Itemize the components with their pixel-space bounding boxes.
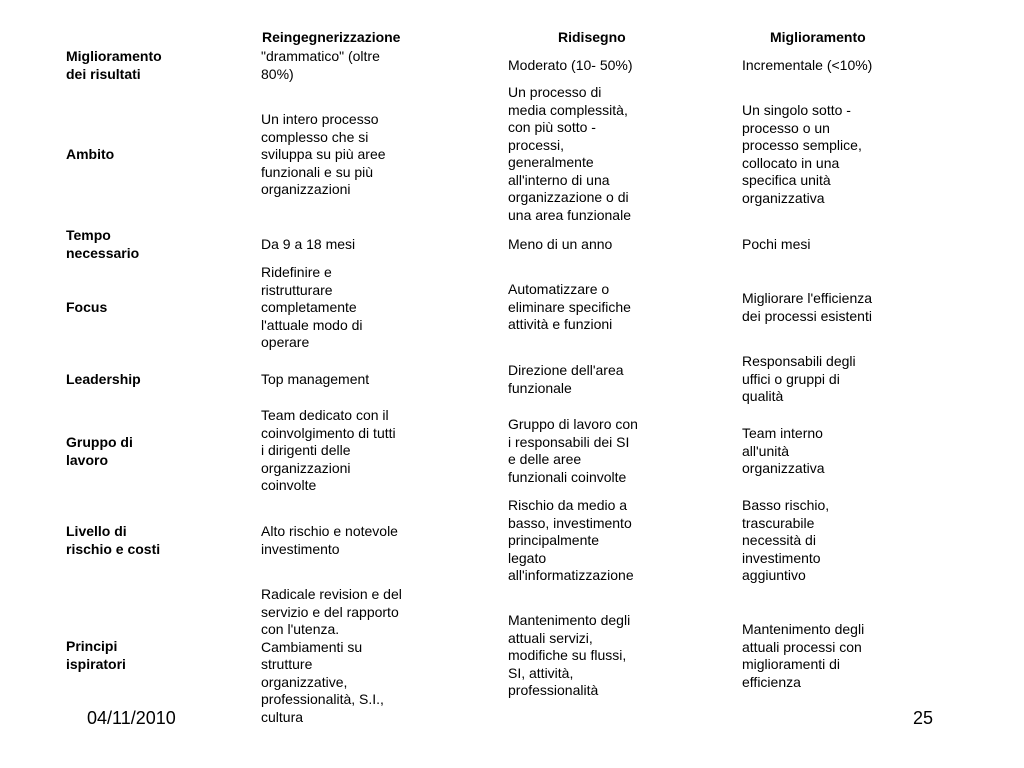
row-label-rischio-costi: Livello di rischio e costi — [66, 523, 161, 557]
cell-tempo-miglioramento: Pochi mesi — [742, 236, 811, 252]
cell-gruppo-ridisegno: Gruppo di lavoro con i responsabili dei SI e delle aree funzionali coinvolte — [508, 416, 638, 485]
cell-leadership-ridisegno: Direzione dell'area funzionale — [508, 362, 624, 396]
cell-leadership-miglioramento: Responsabili degli uffici o gruppi di qualità — [742, 353, 856, 404]
cell-ambito-miglioramento: Un singolo sotto - processo o un processo semplice, collocato in una specifica unità organizzativa — [742, 102, 862, 206]
cell-ambito-reingegnerizzazione: Un intero processo complesso che si sviluppa su più aree funzionali e su più organizzazioni — [261, 111, 386, 197]
cell-rischio-miglioramento: Basso rischio, trascurabile necessità di investimento aggiuntivo — [742, 497, 830, 583]
cell-focus-ridisegno: Automatizzare o eliminare specifiche attività e funzioni — [508, 281, 631, 332]
page-number: 25 — [913, 708, 934, 728]
header-ridisegno: Ridisegno — [558, 29, 626, 45]
row-label-tempo: Tempo necessario — [66, 227, 140, 261]
cell-focus-miglioramento: Migliorare l'efficienza dei processi esistenti — [742, 290, 873, 324]
cell-risultati-reingegnerizzazione: "drammatico" (oltre 80%) — [261, 48, 380, 82]
row-label-ambito: Ambito — [66, 146, 115, 162]
cell-principi-ridisegno: Mantenimento degli attuali servizi, modifiche su flussi, SI, attività, professionalità — [508, 612, 631, 698]
row-label-leadership: Leadership — [66, 371, 141, 387]
cell-risultati-ridisegno: Moderato (10- 50%) — [508, 57, 633, 73]
row-label-miglioramento-risultati: Miglioramento dei risultati — [66, 48, 162, 82]
cell-risultati-miglioramento: Incrementale (<10%) — [742, 57, 873, 73]
cell-principi-miglioramento: Mantenimento degli attuali processi con miglioramenti di efficienza — [742, 621, 865, 690]
cell-gruppo-miglioramento: Team interno all'unità organizzativa — [742, 425, 825, 476]
cell-tempo-reingegnerizzazione: Da 9 a 18 mesi — [261, 236, 356, 252]
cell-gruppo-reingegnerizzazione: Team dedicato con il coinvolgimento di tutti i dirigenti delle organizzazioni coinvolte — [261, 407, 396, 493]
header-miglioramento: Miglioramento — [770, 29, 866, 45]
cell-leadership-reingegnerizzazione: Top management — [261, 371, 370, 387]
cell-principi-reingegnerizzazione: Radicale revision e del servizio e del rapporto con l'utenza. Cambiamenti su strutture organizzative, professionalità, S.I., cultura — [261, 586, 402, 725]
cell-tempo-ridisegno: Meno di un anno — [508, 236, 613, 252]
row-label-gruppo-lavoro: Gruppo di lavoro — [66, 434, 133, 468]
row-label-focus: Focus — [66, 299, 108, 315]
row-label-principi: Principi ispiratori — [66, 638, 126, 672]
cell-ambito-ridisegno: Un processo di media complessità, con più sotto - processi, generalmente all'interno di una organizzazione o di una area funzionale — [508, 84, 631, 223]
cell-rischio-reingegnerizzazione: Alto rischio e notevole investimento — [261, 523, 398, 557]
cell-rischio-ridisegno: Rischio da medio a basso, investimento principalmente legato all'informatizzazione — [508, 497, 634, 583]
cell-focus-reingegnerizzazione: Ridefinire e ristrutturare completamente l'attuale modo di operare — [261, 264, 363, 350]
header-reingegnerizzazione: Reingegnerizzazione — [262, 29, 401, 45]
footer-date: 04/11/2010 — [87, 708, 176, 728]
